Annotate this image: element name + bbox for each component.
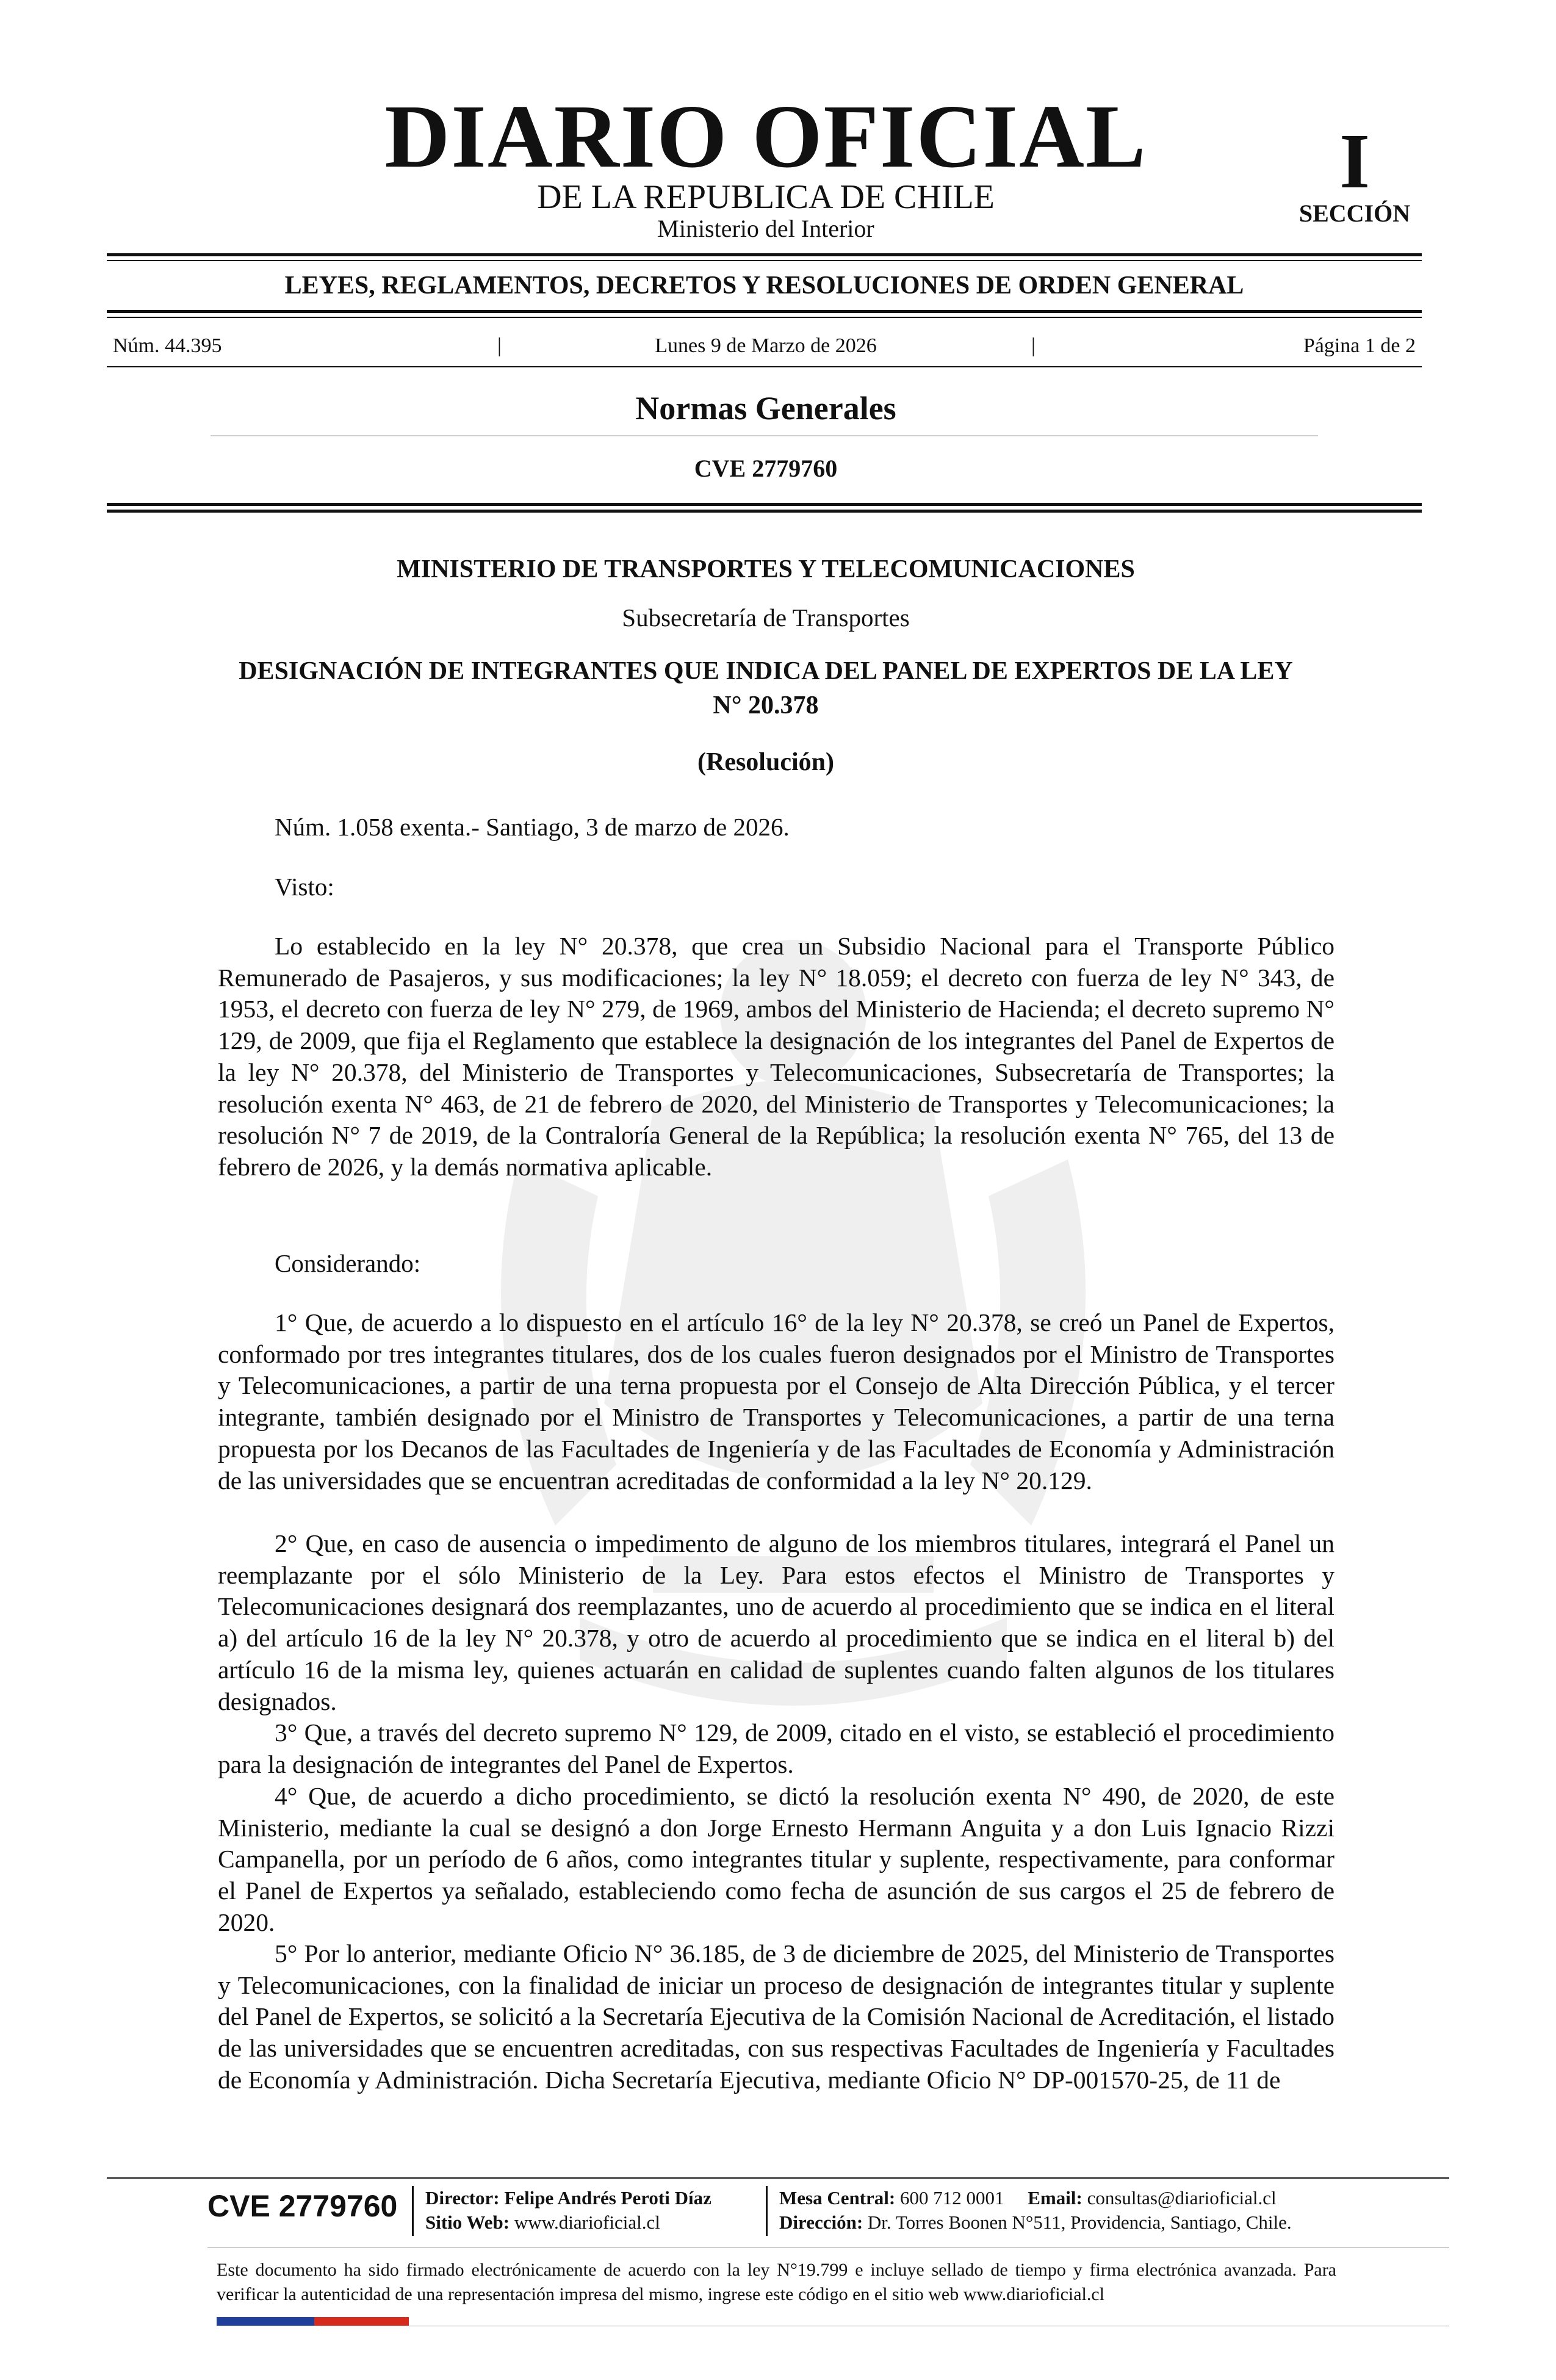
email-label: Email: (1028, 2187, 1082, 2209)
considerando-item: 5° Por lo anterior, mediante Oficio N° 36.185, de 3 de diciembre de 2025, del Ministerio de Transportes y Telecomunicaciones, con la finalidad de iniciar un proceso de designación de integrantes titular y suplente del Panel de Expertos, se solicitó a la Secretaría Ejecutiva de la Comisión Nacional de Acreditación, el listado de las universidades que se encuentren acreditadas, con sus respectivas Facultades de Ingeniería y Facultades de Economía y Administración. Dicha Secretaría Ejecutiva, mediante Oficio N° DP-001570-25, de 11 de (218, 1939, 1334, 2094)
issue-date: Lunes 9 de Marzo de 2026 (655, 334, 877, 357)
considerando-item: 2° Que, en caso de ausencia o impedimento de alguno de los miembros titulares, integrará el Panel un reemplazante por el sólo Ministerio de la Ley. Para estos efectos el Ministro de Transportes y Telecomunicaciones designará dos reemplazantes, uno de acuerdo al procedimiento que se indica en el literal a) del artículo 16 de la ley N° 20.378, y otro de acuerdo al procedimiento que se indica en el literal b) del artículo 16 de la misma ley, quienes actuarán en calidad de suplentes cuando falten algunos de los titulares designados. (218, 1529, 1334, 1715)
flag-stripe-blue (217, 2317, 314, 2326)
mesa-label: Mesa Central: (779, 2187, 896, 2209)
masthead-subtitle: DE LA REPUBLICA DE CHILE (537, 178, 995, 216)
address-label: Dirección: (779, 2212, 863, 2233)
footer-separator (766, 2186, 768, 2236)
flag-stripe-red (314, 2317, 409, 2326)
address-text: Dr. Torres Boonen N°511, Providencia, Santiago, Chile. (867, 2212, 1292, 2233)
footer-address (779, 2210, 1292, 2235)
footer-separator (412, 2186, 414, 2236)
cve-code: CVE 2779760 (694, 455, 838, 482)
banner-laws: LEYES, REGLAMENTOS, DECRETOS Y RESOLUCIONES DE ORDEN GENERAL (284, 272, 1244, 300)
site-link[interactable]: www.diarioficial.cl (514, 2212, 660, 2233)
considerando-heading: Considerando: (275, 1249, 421, 1277)
email-link[interactable]: consultas@diarioficial.cl (1087, 2187, 1277, 2209)
masthead-rule (107, 253, 1422, 256)
masthead-rule-thin (107, 260, 1422, 261)
footer-contact (779, 2186, 1277, 2210)
resolution-number: Núm. 1.058 exenta.- Santiago, 3 de marzo de 2026. (275, 813, 790, 841)
footer-note: Este documento ha sido firmado electrónicamente de acuerdo con la ley N°19.799 e incluye sellado de tiempo y firma electrónica avanzada. Para verificar la autenticidad de una representación impresa del mismo, ingrese este código en el sitio web www.diarioficial.cl (217, 2260, 1336, 2304)
resolution-title: DESIGNACIÓN DE INTEGRANTES QUE INDICA DEL PANEL DE EXPERTOS DE LA LEY N° 20.378 (239, 657, 1293, 719)
issue-page: Página 1 de 2 (1303, 334, 1416, 357)
banner-rule-thin (107, 317, 1422, 318)
document-subsecretaria: Subsecretaría de Transportes (622, 604, 910, 632)
visto-paragraph: Lo establecido en la ley N° 20.378, que crea un Subsidio Nacional para el Transporte Público Remunerado de Pasajeros, y sus modificaciones; la ley N° 18.059; el decreto con fuerza de ley N° 343, de 1953, el decreto con fuerza de ley N° 279, de 1969, ambos del Ministerio de Hacienda; el decreto supremo N° 129, de 2009, que fija el Reglamento que establece la designación de los integrantes del Panel de Expertos de la ley N° 20.378, del Ministerio de Transportes y Telecomunicaciones, Subsecretaría de Transportes; la resolución exenta N° 463, de 21 de febrero de 2020, del Ministerio de Transportes y Telecomunicaciones; la resolución N° 7 de 2019, de la Contraloría General de la República; la resolución exenta N° 765, del 13 de febrero de 2026, y la demás normativa aplicable. (218, 932, 1334, 1181)
footer-rule (107, 2177, 1449, 2179)
site-label: Sitio Web: (425, 2212, 510, 2233)
masthead-title: DIARIO OFICIAL (384, 87, 1147, 187)
masthead-ministry: Ministerio del Interior (657, 215, 874, 242)
footer-director (425, 2186, 711, 2210)
footer-site (425, 2210, 660, 2235)
visto-heading: Visto: (275, 873, 334, 901)
issue-separator: | (497, 334, 502, 357)
header-rule-double (107, 510, 1422, 513)
footer-cve: CVE 2779760 (207, 2189, 398, 2223)
banner-rule (107, 310, 1422, 313)
director-name: Felipe Andrés Peroti Díaz (504, 2187, 711, 2209)
director-label: Director: (425, 2187, 500, 2209)
considerando-item: 3° Que, a través del decreto supremo N° 129, de 2009, citado en el visto, se estableció el procedimiento para la designación de integrantes del Panel de Expertos. (218, 1718, 1334, 1778)
issue-number: Núm. 44.395 (113, 334, 222, 357)
category-divider (211, 435, 1318, 436)
mesa-number: 600 712 0001 (900, 2187, 1004, 2209)
issue-rule (107, 366, 1422, 367)
issue-separator: | (1031, 334, 1036, 357)
category-title: Normas Generales (635, 390, 896, 427)
considerando-item: 4° Que, de acuerdo a dicho procedimiento, se dictó la resolución exenta N° 490, de 2020, de este Ministerio, mediante la cual se designó a don Jorge Ernesto Hermann Anguita y a don Luis Ignacio Rizzi Campanella, por un período de 6 años, como integrantes titular y suplente, respectivamente, para conformar el Panel de Expertos ya señalado, estableciendo como fecha de asunción de sus cargos el 25 de febrero de 2020. (218, 1782, 1334, 1936)
resolution-type: (Resolución) (697, 748, 834, 776)
section-label: SECCIÓN (1298, 200, 1411, 227)
document-ministry: MINISTERIO DE TRANSPORTES Y TELECOMUNICACIONES (397, 555, 1135, 583)
section-number: I (1339, 118, 1370, 204)
considerando-item: 1° Que, de acuerdo a lo dispuesto en el artículo 16° de la ley N° 20.378, se creó un Panel de Expertos, conformado por tres integrantes titulares, dos de los cuales fueron designados por el Ministro de Transportes y Telecomunicaciones, a partir de una terna propuesta por el Consejo de Alta Dirección Pública, y el tercer integrante, también designado por el Ministro de Transportes y Telecomunicaciones, a partir de una terna propuesta por los Decanos de las Facultades de Ingeniería y de las Facultades de Economía y Administración de las universidades que se encuentran acreditadas de conformidad a la ley N° 20.129. (218, 1308, 1334, 1495)
header-rule (107, 503, 1422, 506)
